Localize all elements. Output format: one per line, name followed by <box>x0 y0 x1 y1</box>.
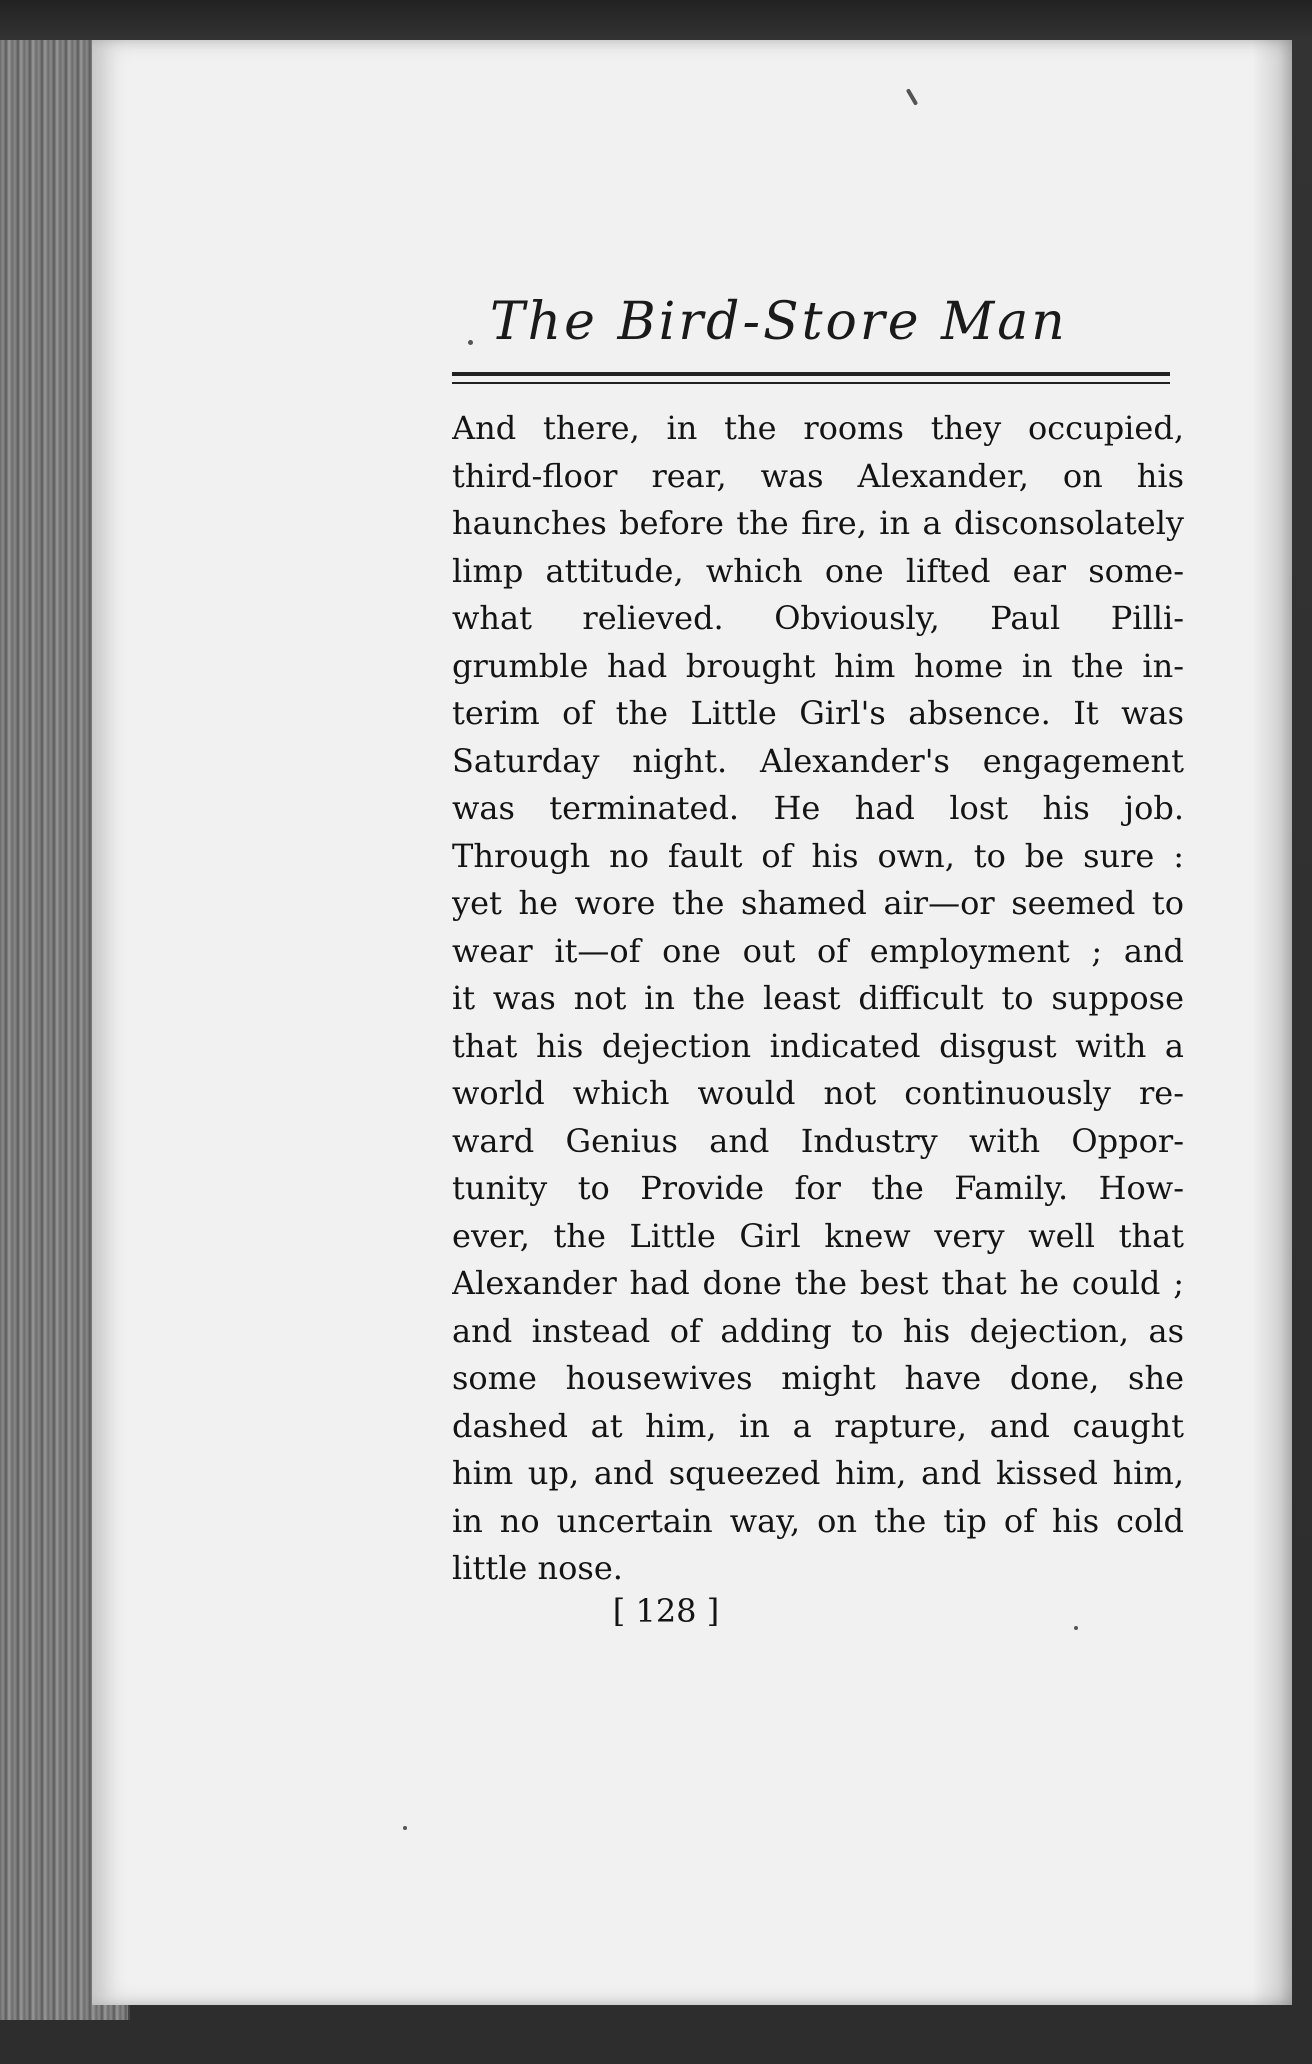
text-line: that his dejection indicated disgust with a <box>452 1026 1184 1065</box>
body-paragraph <box>452 405 1184 1593</box>
header-rule-thin <box>452 382 1170 384</box>
dust-speck <box>468 340 473 345</box>
header-rule-thick <box>452 372 1170 376</box>
text-line: some housewives might have done, she <box>452 1359 1184 1397</box>
text-line: yet he wore the shamed air—or seemed to <box>452 884 1184 922</box>
text-line: terim of the Little Girl's absence. It was <box>452 694 1184 732</box>
text-line: him up, and squeezed him, and kissed him, <box>452 1454 1184 1492</box>
text-line: and instead of adding to his dejection, as <box>452 1311 1184 1350</box>
text-line: Through no fault of his own, to be sure : <box>452 836 1184 875</box>
text-line: limp attitude, which one lifted ear some- <box>452 551 1184 590</box>
text-line-last: little nose. <box>452 1549 623 1587</box>
text-line: ever, the Little Girl knew very well that <box>452 1216 1184 1255</box>
text-line: third-floor rear, was Alexander, on his <box>452 456 1184 495</box>
text-line: grumble had brought him home in the in- <box>452 646 1184 685</box>
text-line: world which would not continuously re- <box>452 1074 1184 1112</box>
page-shadow <box>1252 40 1292 2005</box>
text-line: dashed at him, in a rapture, and caught <box>452 1406 1184 1445</box>
text-line: in no uncertain way, on the tip of his cold <box>452 1501 1184 1540</box>
page-number: [ 128 ] <box>612 1592 720 1630</box>
text-line: ward Genius and Industry with Oppor- <box>452 1121 1184 1160</box>
text-line: haunches before the fire, in a disconsolately <box>452 504 1184 542</box>
dust-speck <box>403 1826 407 1830</box>
text-line: what relieved. Obviously, Paul Pilli- <box>452 599 1184 637</box>
dust-speck <box>1074 1626 1078 1630</box>
text-line: was terminated. He had lost his job. <box>452 789 1184 827</box>
text-line: it was not in the least difficult to suppose <box>452 979 1184 1017</box>
text-line: tunity to Provide for the Family. How- <box>452 1169 1184 1207</box>
text-line: wear it—of one out of employment ; and <box>452 931 1184 970</box>
text-line: And there, in the rooms they occupied, <box>452 409 1184 447</box>
running-title: The Bird-Store Man <box>490 292 1068 352</box>
text-line: Alexander had done the best that he could ; <box>452 1264 1184 1302</box>
text-line: Saturday night. Alexander's engagement <box>452 741 1184 780</box>
